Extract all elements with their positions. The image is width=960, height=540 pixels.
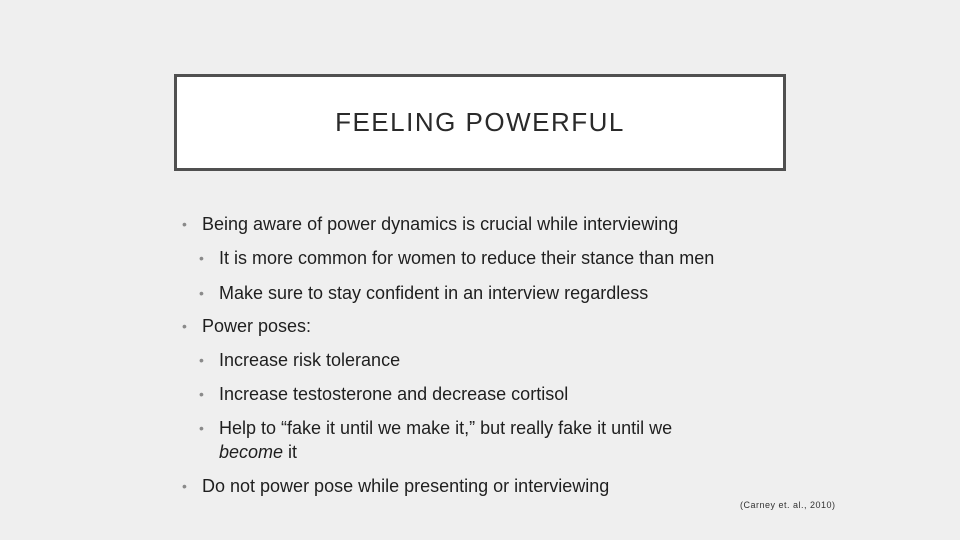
bullet-item (182, 212, 679, 236)
bullet-text: Increase testosterone and decrease cortisol (219, 384, 569, 404)
bullet-item (182, 314, 312, 338)
bullet-icon: • (199, 250, 204, 266)
sub-bullet-item (199, 348, 401, 372)
bullet-icon: • (182, 216, 187, 232)
bullet-item (182, 474, 610, 498)
bullet-icon: • (199, 285, 204, 301)
sub-bullet-item (199, 382, 569, 406)
bullet-text-rest: it (283, 442, 298, 462)
bullet-icon: • (199, 352, 204, 368)
citation: (Carney et. al., 2010) (740, 500, 836, 510)
bullet-text-line1: Help to “fake it until we make it,” but really fake it until we (219, 418, 673, 438)
bullet-text: Power poses: (202, 316, 312, 336)
slide-title: FEELING POWERFUL (335, 107, 625, 137)
bullet-text: Being aware of power dynamics is crucial while interviewing (202, 214, 679, 234)
bullet-text: Do not power pose while presenting or interviewing (202, 476, 610, 496)
bullet-text-emphasis: become (219, 442, 284, 462)
sub-bullet-item (199, 281, 649, 305)
sub-bullet-item (199, 416, 673, 464)
bullet-icon: • (182, 318, 187, 334)
bullet-icon: • (182, 478, 187, 494)
bullet-text: Make sure to stay confident in an interview regardless (219, 283, 649, 303)
bullet-icon: • (199, 420, 204, 436)
bullet-text: It is more common for women to reduce their stance than men (219, 248, 715, 268)
bullet-icon: • (199, 386, 204, 402)
sub-bullet-item (199, 246, 715, 270)
bullet-text: Increase risk tolerance (219, 350, 401, 370)
